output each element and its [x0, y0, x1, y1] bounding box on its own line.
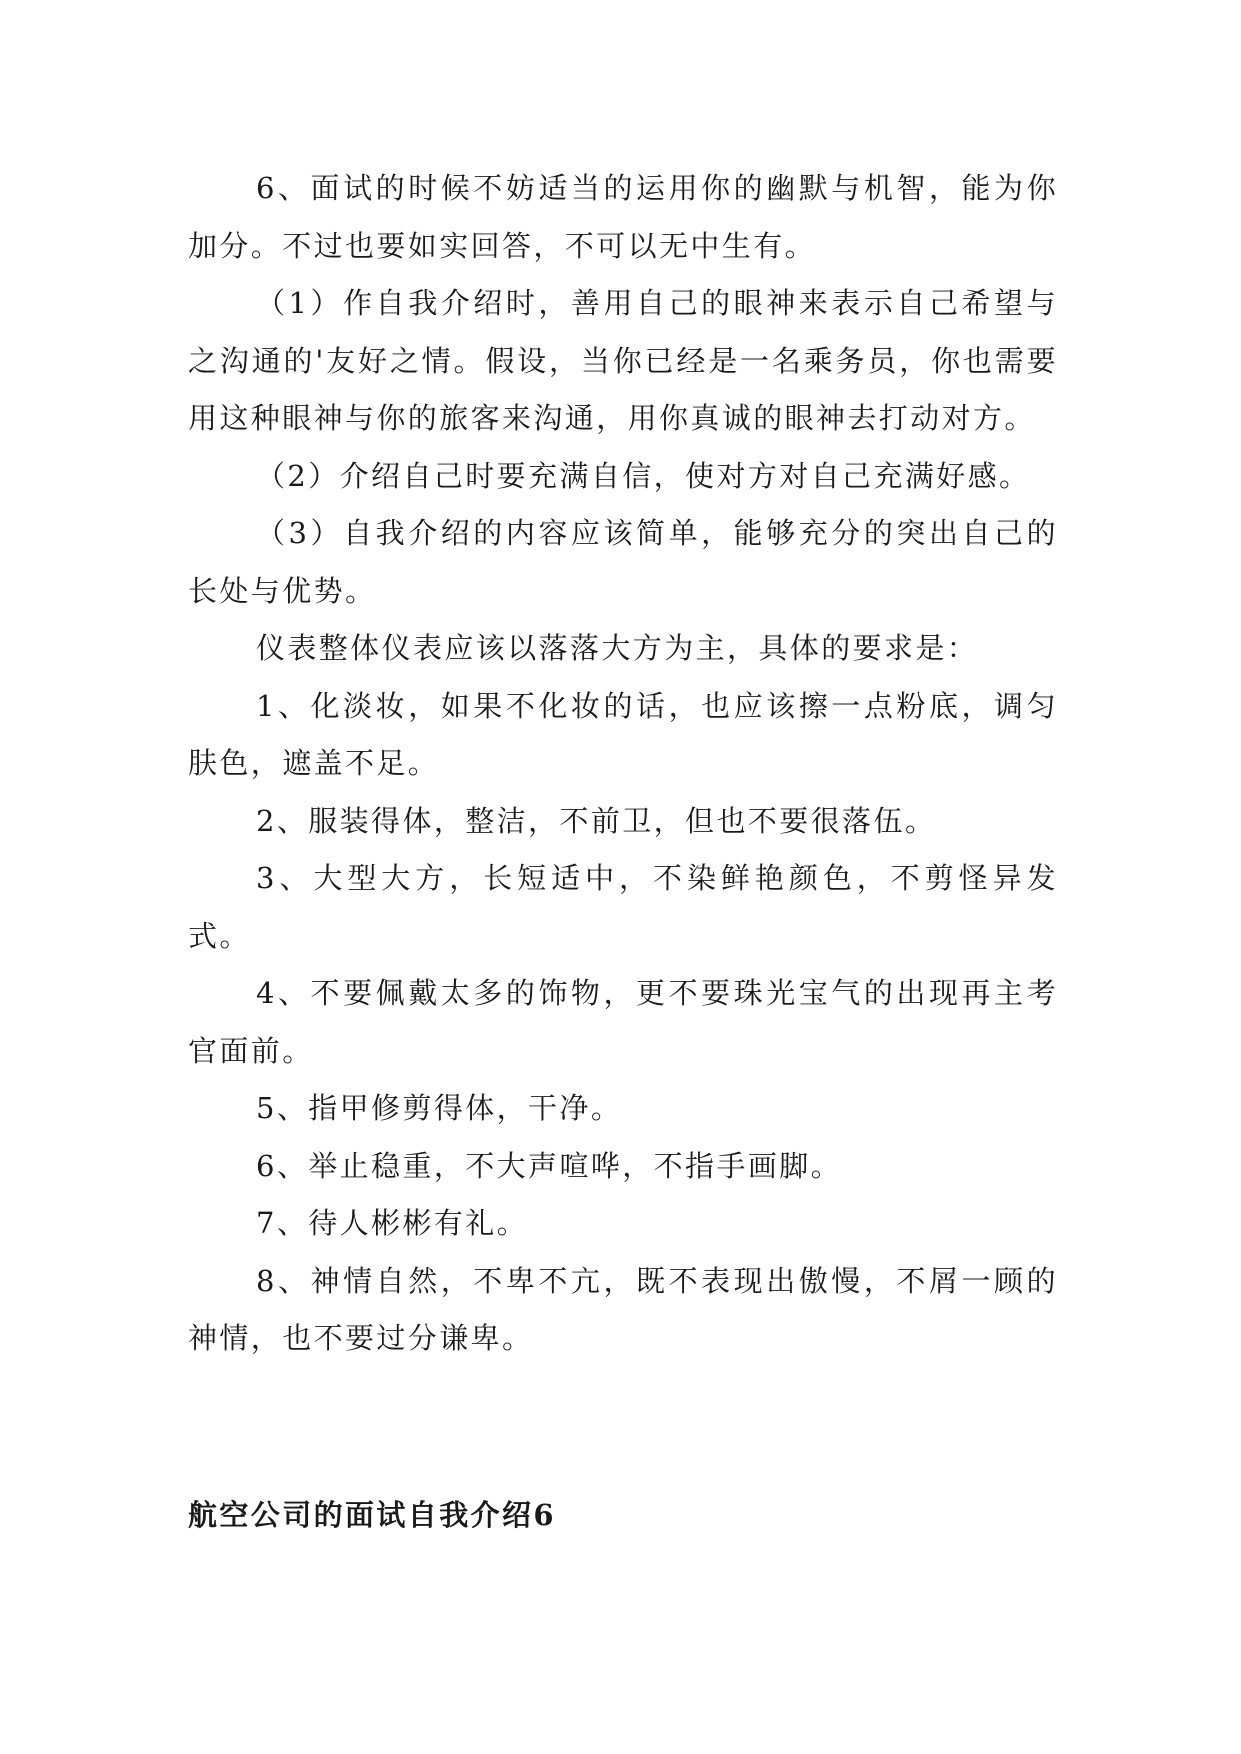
paragraph: 7、待人彬彬有礼。 — [256, 1206, 529, 1240]
paragraph: 8、神情自然，不卑不亢，既不表现出傲慢，不屑一顾的神情，也不要过分谦卑。 — [188, 1263, 1058, 1355]
paragraph: 3、大型大方，长短适中，不染鲜艳颜色，不剪怪异发式。 — [188, 861, 1058, 953]
document-body — [188, 160, 1058, 1368]
paragraph: 6、面试的时候不妨适当的运用你的幽默与机智，能为你加分。不过也要如实回答，不可以无中生有。 — [188, 171, 1058, 263]
paragraph: 1、化淡妆，如果不化妆的话，也应该擦一点粉底，调匀肤色，遮盖不足。 — [188, 688, 1058, 780]
paragraph: 4、不要佩戴太多的饰物，更不要珠光宝气的出现再主考官面前。 — [188, 976, 1058, 1068]
paragraph: （1）作自我介绍时，善用自己的眼神来表示自己希望与之沟通的'友好之情。假设，当你已经是一名乘务员，你也需要用这种眼神与你的旅客来沟通，用你真诚的眼神去打动对方。 — [188, 286, 1058, 435]
paragraph: （2）介绍自己时要充满自信，使对方对自己充满好感。 — [256, 458, 1031, 493]
paragraph: 5、指甲修剪得体，干净。 — [256, 1091, 623, 1125]
paragraph: 2、服装得体，整洁，不前卫，但也不要很落伍。 — [256, 803, 937, 838]
section-heading: 航空公司的面试自我介绍6 — [188, 1498, 556, 1532]
paragraph: （3）自我介绍的内容应该简单，能够充分的突出自己的长处与优势。 — [188, 516, 1058, 608]
paragraph: 仪表整体仪表应该以落落大方为主，具体的要求是： — [256, 631, 979, 665]
paragraph: 6、举止稳重，不大声喧哗，不指手画脚。 — [256, 1148, 843, 1183]
